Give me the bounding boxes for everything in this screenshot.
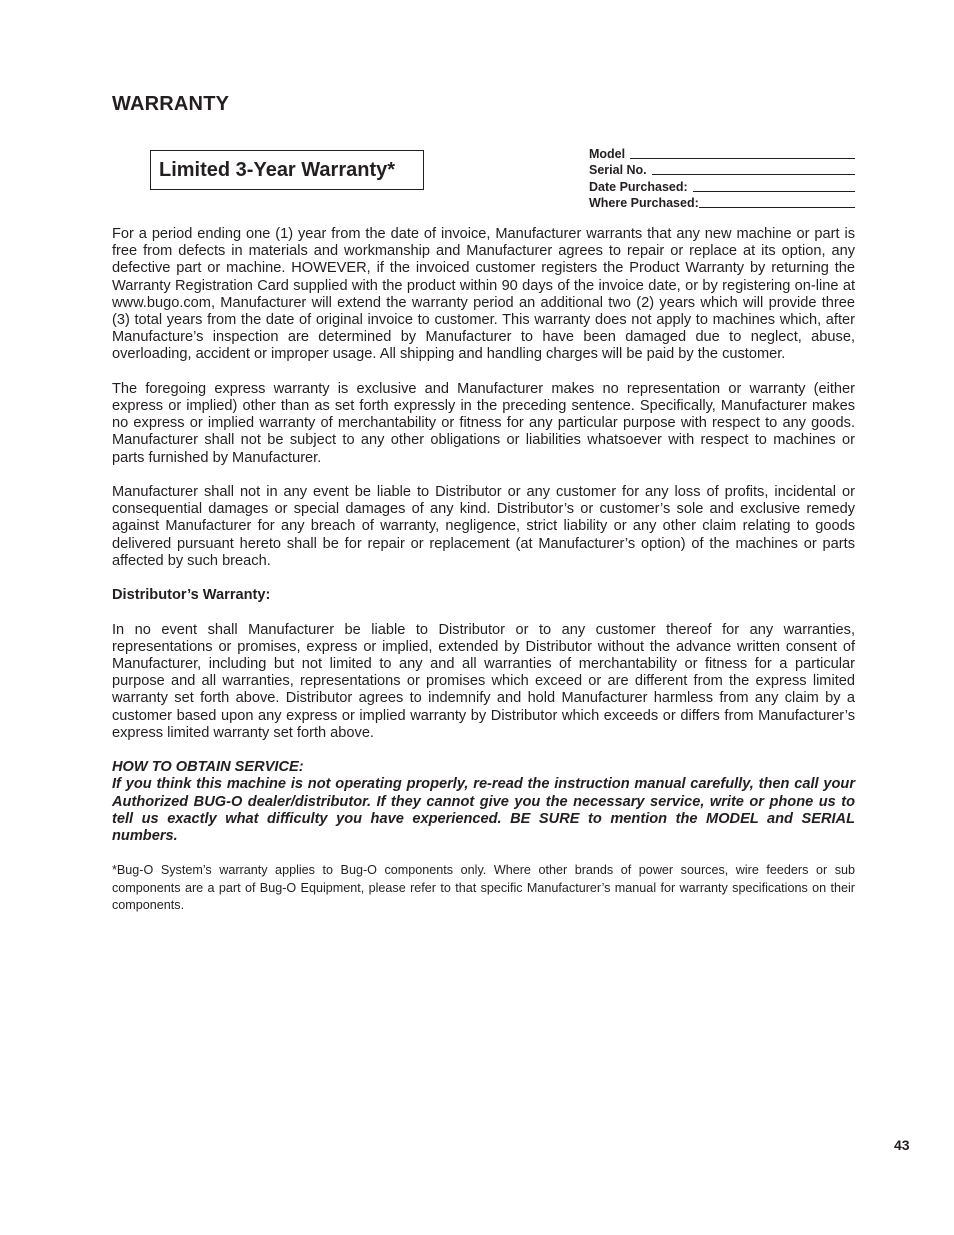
service-heading: HOW TO OBTAIN SERVICE:: [112, 759, 304, 776]
where-purchased-field: [589, 194, 855, 211]
model-field: [589, 144, 855, 161]
warranty-body: [112, 226, 855, 932]
warranty-paragraph-3: Manufacturer shall not in any event be liable to Distributor or any customer for any loss of profits, incidental or consequential damages or special damages of any kind. Distributor’s or customer’s sole and exclusive remedy against Manufacturer for any breach of warranty, negligence, strict liability or any other claim relating to goods delivered pursuant hereto shall be for repair or replacement (at Manufacturer’s option) of the machines or parts affected by such breach.: [112, 484, 855, 569]
date-purchased-label: Date Purchased:: [589, 179, 688, 194]
where-purchased-label: Where Purchased:: [589, 196, 699, 210]
warranty-paragraph-1: For a period ending one (1) year from the date of invoice, Manufacturer warrants that any new machine or part is free from defects in materials and workmanship and Manufacturer agrees to repair or replace at its option, any defective part or machine. HOWEVER, if the invoiced customer registers the Product Warranty by returning the Warranty Registration Card supplied with the product within 90 days of the invoice date, or by registering on-line at www.bugo.com, Manufacturer will extend the warranty period an additional two (2) years which will provide three (3) total years from the date of original invoice to customer. This warranty does not apply to machines which, after Manufacture’s inspection are determined by Manufacturer to have been damaged due to neglect, abuse, overloading, accident or improper usage. All shipping and handling charges will be paid by the customer.: [112, 226, 855, 363]
warranty-title: Limited 3-Year Warranty*: [159, 158, 396, 181]
footnote: *Bug-O System’s warranty applies to Bug-O components only. Where other brands of power sources, wire feeders or sub components are a part of Bug-O Equipment, please refer to that specific Manufacturer’s manual for warranty specifications on their components.: [112, 863, 855, 913]
date-purchased-blank-line: [693, 179, 855, 192]
date-purchased-field: [589, 177, 855, 194]
warranty-title-box: [150, 150, 424, 190]
registration-fields: [589, 144, 855, 210]
model-blank-line: [630, 146, 855, 159]
serial-label: Serial No.: [589, 163, 647, 177]
where-purchased-blank-line: [699, 195, 855, 208]
service-instructions: If you think this machine is not operating properly, re-read the instruction manual carefully, then call your Authorized BUG-O dealer/distributor. If they cannot give you the necessary service, write or phone us to tell us exactly what difficulty you have experienced. BE SURE to mention the MODEL and SERIAL numbers.: [112, 776, 855, 845]
distributor-warranty-paragraph: In no event shall Manufacturer be liable to Distributor or to any customer thereof for any warranties, representations or promises, express or implied, extended by Distributor without the advance written consent of Manufacturer, including but not limited to any and all warranties of merchantability or fitness for a particular purpose and all warranties, representations or promises which exceed or are different from the express limited warranty set forth above. Distributor agrees to indemnify and hold Manufacturer harmless from any claim by a customer based upon any express or implied warranty by Distributor which exceeds or differs from Manufacturer’s express limited warranty set forth above.: [112, 621, 855, 741]
page-heading: WARRANTY: [112, 93, 230, 115]
model-label: Model: [589, 146, 626, 161]
warranty-paragraph-2: The foregoing express warranty is exclusive and Manufacturer makes no representation or warranty (either express or implied) other than as set forth expressly in the preceding sentence. Specifically, Manufacturer makes no express or implied warranty of merchantability or fitness for any particular purpose with respect to any goods. Manufacturer shall not be subject to any other obligations or liabilities whatsoever with respect to machines or parts furnished by Manufacturer.: [112, 380, 855, 466]
serial-field: [589, 161, 855, 178]
page-number: 43: [894, 1137, 910, 1153]
serial-blank-line: [652, 162, 855, 175]
distributor-warranty-heading: Distributor’s Warranty:: [112, 587, 271, 604]
